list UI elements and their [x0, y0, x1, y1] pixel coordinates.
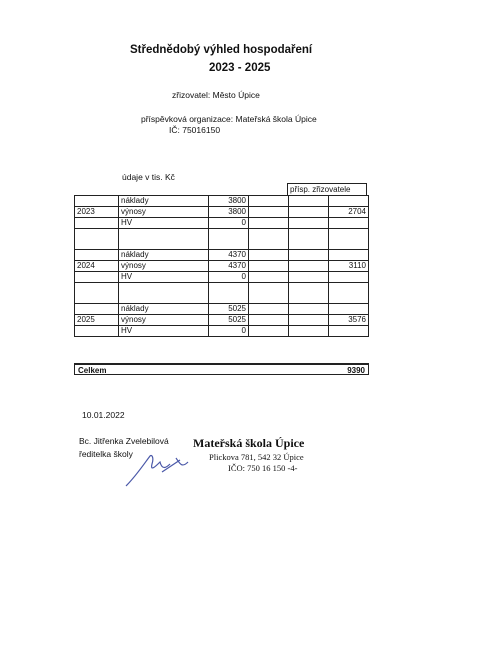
cell-label: výnosy	[119, 261, 209, 272]
cell-empty	[329, 283, 369, 304]
cell-empty	[249, 315, 289, 326]
cell-label: náklady	[119, 196, 209, 207]
table-row	[75, 207, 369, 218]
signer-role: ředitelka školy	[79, 449, 133, 459]
cell-label: náklady	[119, 250, 209, 261]
total-label: Celkem	[78, 366, 107, 375]
organization-line: příspěvková organizace: Mateřská škola Úpice	[141, 114, 317, 124]
cell-label: HV	[119, 218, 209, 229]
cell-empty	[249, 283, 289, 304]
cell-empty	[249, 229, 289, 250]
cell-year: 2025	[75, 315, 119, 326]
cell-contrib: 3576	[329, 315, 369, 326]
ic-line: IČ: 75016150	[169, 125, 221, 135]
table-row	[75, 304, 369, 315]
cell-empty	[289, 207, 329, 218]
cell-contrib	[329, 304, 369, 315]
contribution-header: přísp. zřizovatele	[287, 183, 367, 195]
budget-table	[74, 195, 369, 337]
table-row	[75, 218, 369, 229]
cell-label: HV	[119, 326, 209, 337]
cell-empty	[119, 229, 209, 250]
cell-value: 4370	[209, 261, 249, 272]
cell-empty	[289, 229, 329, 250]
cell-empty	[289, 283, 329, 304]
cell-value: 0	[209, 326, 249, 337]
total-row	[74, 363, 369, 375]
cell-year	[75, 326, 119, 337]
cell-empty	[289, 272, 329, 283]
cell-year: 2023	[75, 207, 119, 218]
stamp-address: Plickova 781, 542 32 Úpice	[209, 452, 304, 462]
document-period: 2023 - 2025	[209, 62, 271, 74]
total-value: 9390	[347, 366, 365, 375]
cell-value: 5025	[209, 315, 249, 326]
cell-empty	[289, 304, 329, 315]
cell-empty	[119, 283, 209, 304]
cell-year	[75, 196, 119, 207]
stamp-ico: IČO: 750 16 150 -4-	[228, 463, 298, 473]
cell-empty	[249, 304, 289, 315]
cell-empty	[249, 261, 289, 272]
cell-contrib	[329, 250, 369, 261]
cell-empty	[209, 229, 249, 250]
spacer-row	[75, 229, 369, 250]
founder-line: zřizovatel: Město Úpice	[172, 90, 260, 100]
cell-empty	[75, 283, 119, 304]
document-title: Střednědobý výhled hospodaření	[130, 44, 313, 56]
cell-year	[75, 304, 119, 315]
signature-image	[122, 450, 192, 490]
cell-empty	[249, 326, 289, 337]
cell-empty	[249, 250, 289, 261]
table-row	[75, 315, 369, 326]
cell-empty	[289, 326, 329, 337]
cell-label: výnosy	[119, 315, 209, 326]
cell-contrib	[329, 326, 369, 337]
cell-empty	[249, 196, 289, 207]
cell-contrib	[329, 196, 369, 207]
cell-label: náklady	[119, 304, 209, 315]
cell-empty	[249, 207, 289, 218]
cell-value: 0	[209, 272, 249, 283]
table-row	[75, 261, 369, 272]
cell-empty	[209, 283, 249, 304]
cell-value: 0	[209, 218, 249, 229]
cell-empty	[289, 261, 329, 272]
cell-year	[75, 272, 119, 283]
cell-label: výnosy	[119, 207, 209, 218]
cell-year: 2024	[75, 261, 119, 272]
document-date: 10.01.2022	[82, 410, 125, 420]
cell-contrib	[329, 272, 369, 283]
cell-contrib	[329, 218, 369, 229]
cell-value: 3800	[209, 207, 249, 218]
cell-year	[75, 218, 119, 229]
cell-contrib: 2704	[329, 207, 369, 218]
table-row	[75, 250, 369, 261]
cell-empty	[289, 196, 329, 207]
cell-empty	[289, 218, 329, 229]
cell-year	[75, 250, 119, 261]
table-row	[75, 326, 369, 337]
stamp-name: Mateřská škola Úpice	[193, 436, 305, 450]
cell-label: HV	[119, 272, 209, 283]
spacer-row	[75, 283, 369, 304]
cell-empty	[75, 229, 119, 250]
table-row	[75, 272, 369, 283]
cell-empty	[249, 218, 289, 229]
cell-contrib: 3110	[329, 261, 369, 272]
cell-empty	[249, 272, 289, 283]
cell-empty	[289, 250, 329, 261]
cell-value: 5025	[209, 304, 249, 315]
cell-empty	[289, 315, 329, 326]
cell-empty	[329, 229, 369, 250]
signer-name: Bc. Jitřenka Zvelebilová	[79, 436, 169, 446]
cell-value: 4370	[209, 250, 249, 261]
units-note: údaje v tis. Kč	[122, 172, 175, 182]
cell-value: 3800	[209, 196, 249, 207]
table-row	[75, 196, 369, 207]
